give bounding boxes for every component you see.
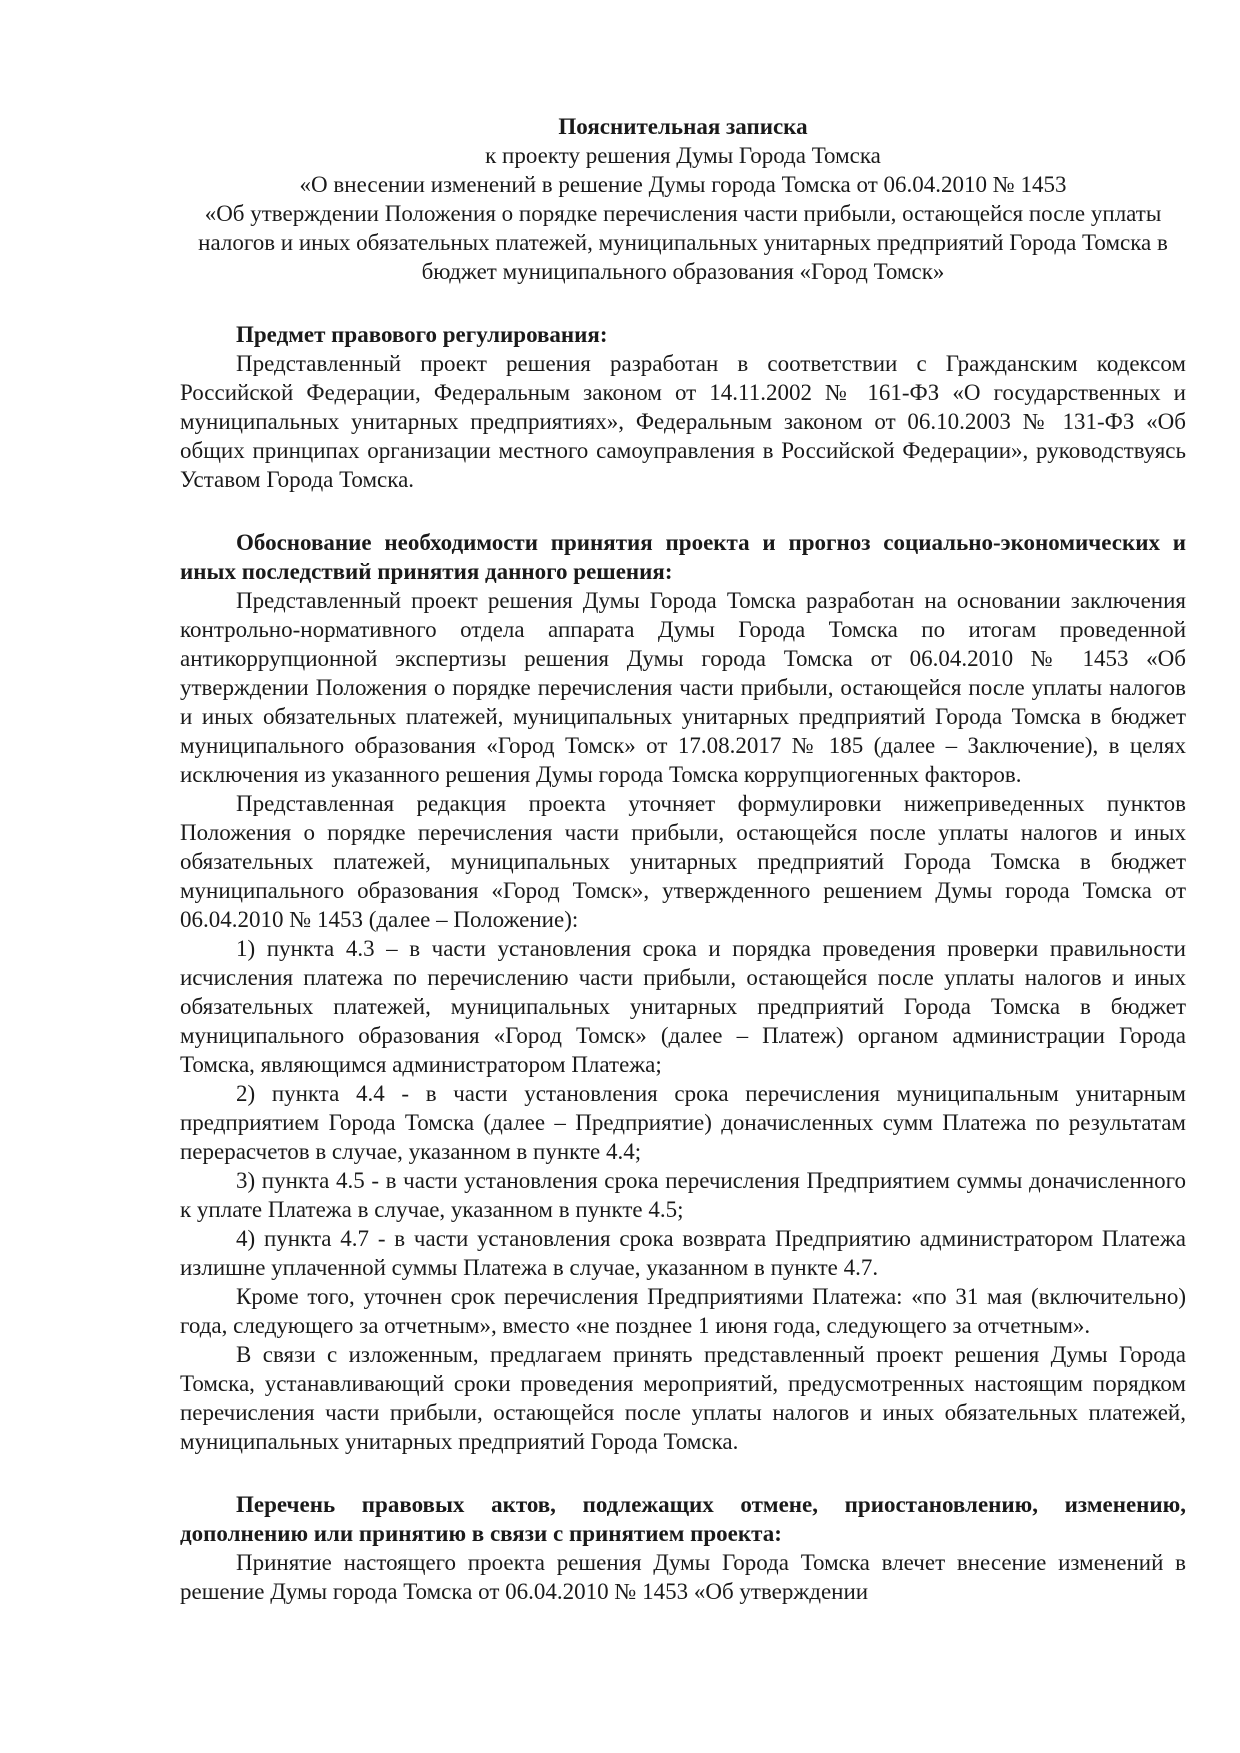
section-legal-acts [180, 1490, 1186, 1606]
document-header [180, 112, 1186, 286]
document-subtitle-line1: к проекту решения Думы Города Томска [485, 143, 881, 168]
paragraph: Кроме того, уточнен срок перечисления Предприятиями Платежа: «по 31 мая (включительно) года, следующего за отчетным», вместо «не позднее 1 июня года, следующего за отчетным». [180, 1284, 1186, 1338]
paragraph: Принятие настоящего проекта решения Думы Города Томска влечет внесение изменений в решение Думы города Томска от 06.04.2010 № 1453 «Об утверждении [180, 1550, 1186, 1604]
paragraph: Представленный проект решения Думы Города Томска разработан на основании заключения контрольно-нормативного отдела аппарата Думы Города Томска по итогам проведенной антикоррупционной экспертизы решения Думы города Томска от 06.04.2010 № 1453 «Об утверждении Положения о порядке перечисления части прибыли, остающейся после уплаты налогов и иных обязательных платежей, муниципальных унитарных предприятий Города Томска в бюджет муниципального образования «Город Томск» от 17.08.2017 № 185 (далее – Заключение), в целях исключения из указанного решения Думы города Томска коррупциогенных факторов. [180, 588, 1186, 787]
list-item: 4) пункта 4.7 - в части установления срока возврата Предприятию администратором Платежа излишне уплаченной суммы Платежа в случае, указанном в пункте 4.7. [180, 1226, 1186, 1280]
document-subtitle-line2: «О внесении изменений в решение Думы города Томска от 06.04.2010 № 1453 [299, 172, 1067, 197]
list-item: 2) пункта 4.4 - в части установления срока перечисления муниципальным унитарным предприятием Города Томска (далее – Предприятие) доначисленных сумм Платежа по результатам перерасчетов в случае, указанном в пункте 4.4; [180, 1081, 1186, 1164]
section-subject [180, 320, 1186, 494]
document-subtitle-line3: «Об утверждении Положения о порядке перечисления части прибыли, остающейся после уплаты налогов и иных обязательных платежей, муниципальных унитарных предприятий Города Томска в бюджет муниципального образования «Город Томск» [198, 201, 1168, 284]
list-item: 1) пункта 4.3 – в части установления срока и порядка проведения проверки правильности исчисления платежа по перечислению части прибыли, остающейся после уплаты налогов и иных обязательных платежей, муниципальных унитарных предприятий Города Томска в бюджет муниципального образования «Город Томск» (далее – Платеж) органом администрации Города Томска, являющимся администратором Платежа; [180, 936, 1186, 1077]
section-heading: Перечень правовых актов, подлежащих отмене, приостановлению, изменению, дополнению или принятию в связи с принятием проекта: [180, 1492, 1186, 1546]
paragraph: Представленный проект решения разработан в соответствии с Гражданским кодексом Российской Федерации, Федеральным законом от 14.11.2002 № 161-ФЗ «О государственных и муниципальных унитарных предприятиях», Федеральным законом от 06.10.2003 № 131-ФЗ «Об общих принципах организации местного самоуправления в Российской Федерации», руководствуясь Уставом Города Томска. [180, 351, 1186, 492]
paragraph: В связи с изложенным, предлагаем принять представленный проект решения Думы Города Томска, устанавливающий сроки проведения мероприятий, предусмотренных настоящим порядком перечисления части прибыли, остающейся после уплаты налогов и иных обязательных платежей, муниципальных унитарных предприятий Города Томска. [180, 1342, 1186, 1454]
section-justification [180, 528, 1186, 1456]
document-page [180, 112, 1186, 1606]
section-heading: Предмет правового регулирования: [236, 322, 608, 347]
document-title: Пояснительная записка [558, 114, 808, 139]
paragraph: Представленная редакция проекта уточняет формулировки нижеприведенных пунктов Положения о порядке перечисления части прибыли, остающейся после уплаты налогов и иных обязательных платежей, муниципальных унитарных предприятий Города Томска в бюджет муниципального образования «Город Томск», утвержденного решением Думы города Томска от 06.04.2010 № 1453 (далее – Положение): [180, 791, 1186, 932]
section-heading: Обоснование необходимости принятия проекта и прогноз социально-экономических и иных последствий принятия данного решения: [180, 530, 1186, 584]
list-item: 3) пункта 4.5 - в части установления срока перечисления Предприятием суммы доначисленного к уплате Платежа в случае, указанном в пункте 4.5; [180, 1168, 1186, 1222]
